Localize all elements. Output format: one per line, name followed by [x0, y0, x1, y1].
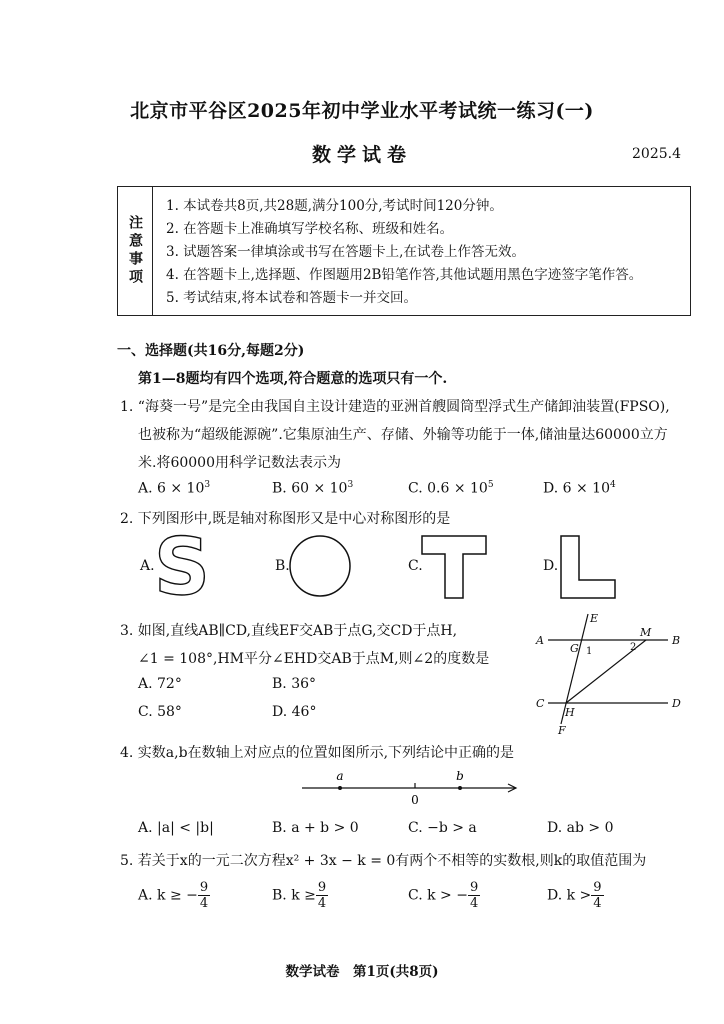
q1-option-b: B. $60 \times 10^3$	[272, 480, 354, 497]
q4-stem: 4. 实数a,b在数轴上对应点的位置如图所示,下列结论中正确的是	[120, 745, 515, 761]
q1-option-c: C. $0.6 \times 10^5$	[408, 480, 494, 497]
q2-shape-t-letter: T	[418, 532, 419, 533]
q2-l-outline	[561, 536, 615, 598]
notice-label-cell	[118, 187, 153, 315]
notice-item: 2. 在答题卡上准确填写学校名称、班级和姓名。	[166, 221, 454, 237]
q3-label-e: E	[590, 612, 599, 625]
q1-stem-line3: 米.将60000用科学记数法表示为	[138, 455, 341, 471]
q2-shape-s	[150, 523, 214, 613]
exam-subtitle: 数学试卷	[311, 144, 412, 166]
q5-option-d: D. k > $\frac{9}{4}$	[547, 880, 602, 911]
exam-title: 北京市平谷区2025年初中学业水平考试统一练习(一)	[130, 100, 594, 122]
exam-date: 2025.4	[632, 146, 681, 162]
q3-option-d: D. 46°	[272, 704, 317, 720]
q3-option-b: B. 36°	[272, 676, 317, 692]
notice-item: 5. 考试结束,将本试卷和答题卡一并交回。	[166, 290, 417, 306]
notice-item: 3. 试题答案一律填涂或书写在答题卡上,在试卷上作答无效。	[166, 244, 525, 260]
q3-angle-2: 2	[630, 642, 637, 653]
q3-label-h: H	[565, 706, 575, 719]
q4-point-b	[458, 786, 462, 790]
q3-label-a: A	[536, 634, 544, 647]
q4-option-c: C. −b > a	[408, 820, 477, 836]
q3-angle-1: 1	[586, 646, 593, 657]
q2-t-outline	[422, 536, 486, 598]
q5-option-c: C. k > − $\frac{9}{4}$	[408, 880, 479, 911]
q2-shape-t	[418, 532, 490, 600]
q4-label-zero: 0	[411, 793, 419, 807]
q4-label-a: a	[336, 769, 344, 783]
q2-shape-circle	[288, 534, 352, 598]
q2-label-b: B.	[275, 558, 290, 574]
q3-label-g: G	[570, 642, 579, 655]
q4-label-b: b	[456, 769, 464, 783]
q3-label-b: B	[672, 634, 681, 647]
page-footer: 数学试卷 第1页(共8页)	[285, 964, 439, 980]
q1-stem-line1: 1. “海葵一号”是完全由我国自主设计建造的亚洲首艘圆筒型浮式生产储卸油装置(FPSO),	[120, 399, 670, 415]
q4-option-b: B. a + b > 0	[272, 820, 359, 836]
q3-label-c: C	[536, 697, 545, 710]
q3-option-c: C. 58°	[138, 704, 182, 720]
q2-shape-l-letter: L	[555, 532, 556, 533]
q1-option-d: D. $6 \times 10^4$	[543, 480, 616, 497]
notice-item: 4. 在答题卡上,选择题、作图题用2B铅笔作答,其他试题用黑色字迹签字笔作答。	[166, 267, 643, 283]
q5-option-a: A. k ≥ − $\frac{9}{4}$	[138, 880, 209, 911]
q2-stem: 2. 下列图形中,既是轴对称图形又是中心对称图形的是	[120, 511, 451, 527]
q2-label-c: C.	[408, 558, 423, 574]
q2-shape-s-letter: S	[153, 523, 211, 613]
q3-stem-line2: ∠1 = 108°,HM平分∠EHD交AB于点M,则∠2的度数是	[138, 651, 490, 667]
q3-label-d: D	[672, 697, 681, 710]
section-instruction: 第1—8题均有四个选项,符合题意的选项只有一个.	[138, 371, 448, 387]
q5-option-b: B. k ≥ $\frac{9}{4}$	[272, 880, 327, 911]
q5-stem: 5. 若关于x的一元二次方程x² + 3x − k = 0有两个不相等的实数根,则k的取值范围为	[120, 853, 647, 869]
q3-option-a: A. 72°	[138, 676, 182, 692]
q3-label-f: F	[558, 724, 566, 737]
q4-option-a: A. |a| < |b|	[138, 820, 214, 836]
q2-label-d: D.	[543, 558, 559, 574]
notice-box	[117, 186, 691, 316]
q3-figure	[530, 610, 690, 736]
q4-number-line	[298, 768, 524, 812]
notice-label: 注意事项	[127, 215, 143, 287]
q2-shape-l	[555, 532, 619, 600]
notice-item: 1. 本试卷共8页,共28题,满分100分,考试时间120分钟。	[166, 198, 503, 214]
section-heading: 一、选择题(共16分,每题2分)	[117, 343, 305, 359]
q1-option-a: A. $6 \times 10^3$	[138, 480, 211, 497]
q4-option-d: D. ab > 0	[547, 820, 614, 836]
q3-label-m: M	[640, 626, 652, 639]
q4-point-a	[338, 786, 342, 790]
q1-stem-line2: 也被称为“超级能源碗”.它集原油生产、存储、外输等功能于一体,储油量达60000立方	[138, 427, 668, 443]
q2-circle	[290, 536, 350, 596]
q3-stem-line1: 3. 如图,直线AB∥CD,直线EF交AB于点G,交CD于点H,	[120, 623, 458, 639]
notice-list	[166, 195, 642, 310]
q2-label-a: A.	[140, 558, 155, 574]
